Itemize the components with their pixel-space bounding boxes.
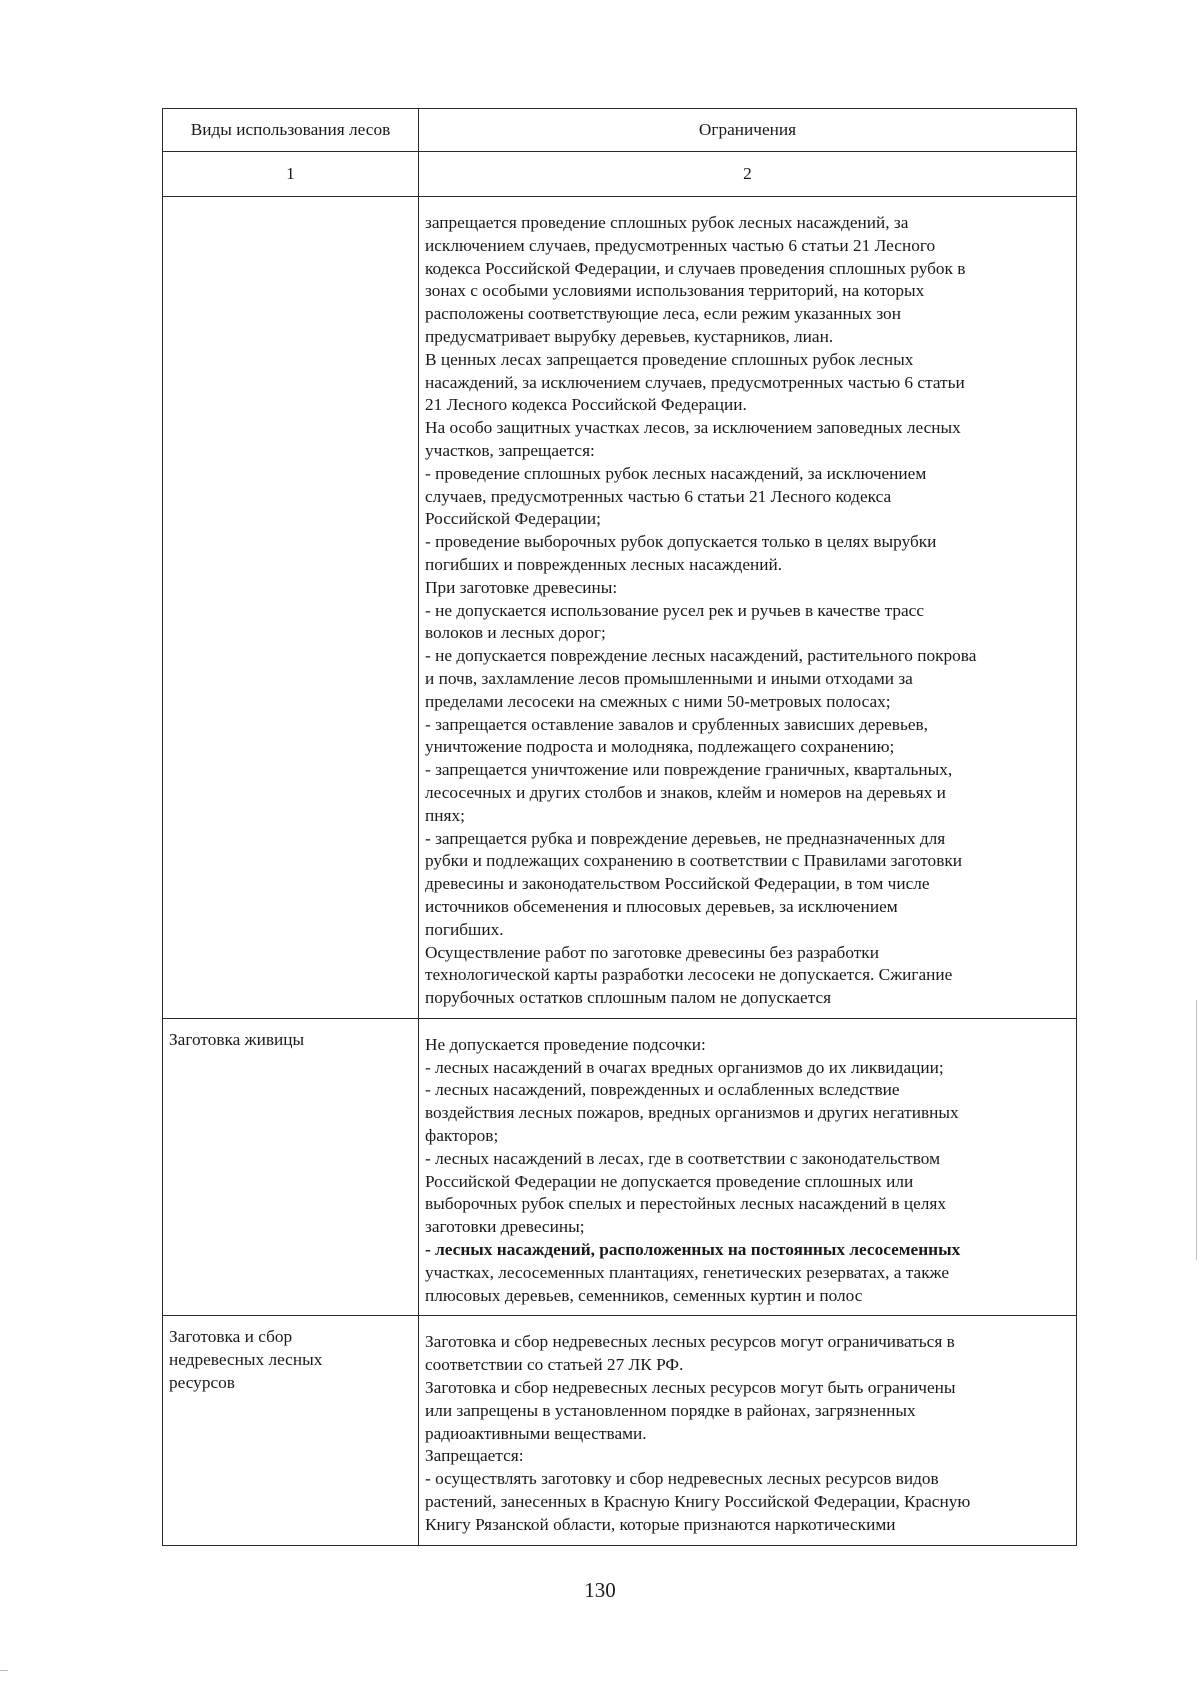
scan-edge-mark: [0, 1670, 8, 1671]
table-row: [163, 197, 1077, 1019]
text-line: запрещается проведение сплошных рубок лесных насаждений, за: [425, 213, 909, 232]
text-line: участков, запрещается:: [425, 440, 595, 460]
use-type-label: недревесных лесных: [169, 1350, 323, 1370]
text-line: - не допускается использование русел рек и ручьев в качестве трасс: [425, 600, 925, 620]
column-number-2: 2: [419, 152, 1077, 197]
text-line: погибших и поврежденных лесных насаждений.: [425, 554, 783, 574]
text-line: - запрещается оставление завалов и срубленных зависших деревьев,: [425, 714, 928, 734]
text-line: - проведение сплошных рубок лесных насаждений, за исключением: [425, 463, 927, 483]
text-line: - проведение выборочных рубок допускается только в целях вырубки: [425, 532, 937, 552]
row-3-use-type: [163, 1316, 419, 1545]
column-number-row: [163, 152, 1077, 197]
table-row: [163, 1018, 1077, 1316]
text-line: погибших.: [425, 919, 504, 939]
text-line: В ценных лесах запрещается проведение сплошных рубок лесных: [425, 349, 914, 369]
text-line: факторов;: [425, 1126, 499, 1146]
row-3-restrictions: [419, 1316, 1077, 1545]
table-header-row: [163, 109, 1077, 152]
text-line: древесины и законодательством Российской Федерации, в том числе: [425, 874, 930, 894]
text-line: источников обсеменения и плюсовых деревьев, за исключением: [425, 896, 898, 916]
text-line: расположены соответствующие леса, если режим указанных зон: [425, 304, 901, 324]
row-2-restrictions: [419, 1018, 1077, 1316]
text-line: пределами лесосеки на смежных с ними 50-метровых полосах;: [425, 691, 891, 711]
text-line: кодекса Российской Федерации, и случаев проведения сплошных рубок в: [425, 258, 966, 278]
text-line: Не допускается проведение подсочки:: [425, 1034, 706, 1054]
text-line: выборочных рубок спелых и перестойных лесных насаждений в целях: [425, 1194, 947, 1214]
text-line: радиоактивными веществами.: [425, 1423, 647, 1443]
text-line: уничтожение подроста и молодняка, подлежащего сохранению;: [425, 737, 895, 757]
text-line: участках, лесосеменных плантациях, генетических резерватах, а также: [425, 1262, 949, 1282]
text-line: исключением случаев, предусмотренных частью 6 статьи 21 Лесного: [425, 235, 936, 255]
column-number-1: 1: [163, 152, 419, 197]
header-restrictions: Ограничения: [419, 109, 1077, 152]
text-line: лесосечных и других столбов и знаков, клейм и номеров на деревьях и: [425, 782, 946, 802]
scan-edge-mark: [1196, 1000, 1197, 1260]
text-line: заготовки древесины;: [425, 1217, 585, 1237]
text-line: - не допускается повреждение лесных насаждений, растительного покрова: [425, 646, 977, 666]
text-line-bold: - лесных насаждений, расположенных на постоянных лесосеменных: [425, 1240, 961, 1260]
text-line: На особо защитных участках лесов, за исключением заповедных лесных: [425, 418, 961, 438]
text-line: - лесных насаждений в лесах, где в соответствии с законодательством: [425, 1148, 941, 1168]
use-type-label: Заготовка живицы: [169, 1029, 305, 1049]
text-line: плюсовых деревьев, семенников, семенных куртин и полос: [425, 1285, 863, 1305]
use-type-label: ресурсов: [169, 1373, 235, 1393]
text-line: Российской Федерации не допускается проведение сплошных или: [425, 1171, 914, 1191]
text-line: Книгу Рязанской области, которые признаются наркотическими: [425, 1514, 896, 1534]
text-line: Заготовка и сбор недревесных лесных ресурсов могут ограничиваться в: [425, 1332, 955, 1352]
text-line: рубки и подлежащих сохранению в соответствии с Правилами заготовки: [425, 851, 963, 871]
text-line: - лесных насаждений в очагах вредных организмов до их ликвидации;: [425, 1057, 944, 1077]
text-line: - осуществлять заготовку и сбор недревесных лесных ресурсов видов: [425, 1469, 939, 1489]
row-2-use-type: [163, 1018, 419, 1316]
text-line: зонах с особыми условиями использования территорий, на которых: [425, 281, 925, 301]
text-line: порубочных остатков сплошным палом не допускается: [425, 988, 832, 1008]
text-line: и почв, захламление лесов промышленными и иными отходами за: [425, 668, 913, 688]
text-line: Осуществление работ по заготовке древесины без разработки: [425, 942, 879, 962]
text-line: При заготовке древесины:: [425, 577, 618, 597]
text-line: насаждений, за исключением случаев, предусмотренных частью 6 статьи: [425, 372, 965, 392]
text-line: технологической карты разработки лесосеки не допускается. Сжигание: [425, 965, 953, 985]
text-line: Российской Федерации;: [425, 509, 601, 529]
row-1-restrictions: [419, 197, 1077, 1019]
text-line: или запрещены в установленном порядке в районах, загрязненных: [425, 1400, 916, 1420]
text-line: - запрещается рубка и повреждение деревьев, не предназначенных для: [425, 828, 946, 848]
text-line: - лесных насаждений, поврежденных и ослабленных вследствие: [425, 1080, 900, 1100]
text-line: растений, занесенных в Красную Книгу Российской Федерации, Красную: [425, 1492, 971, 1512]
restrictions-table: [162, 108, 1077, 1546]
text-line: - запрещается уничтожение или повреждение граничных, квартальных,: [425, 760, 953, 780]
text-line: Заготовка и сбор недревесных лесных ресурсов могут быть ограничены: [425, 1378, 956, 1398]
text-line: 21 Лесного кодекса Российской Федерации.: [425, 395, 747, 415]
use-type-label: Заготовка и сбор: [169, 1327, 293, 1347]
text-line: соответствии со статьей 27 ЛК РФ.: [425, 1355, 684, 1375]
table-row: [163, 1316, 1077, 1545]
text-line: пнях;: [425, 805, 465, 825]
page-number: [0, 1578, 1200, 1603]
text-line: Запрещается:: [425, 1446, 524, 1466]
text-line: воздействия лесных пожаров, вредных организмов и других негативных: [425, 1103, 959, 1123]
text-line: волоков и лесных дорог;: [425, 623, 606, 643]
row-1-use-type: [163, 197, 419, 1019]
text-line: предусматривает вырубку деревьев, кустарников, лиан.: [425, 326, 834, 346]
text-line: случаев, предусмотренных частью 6 статьи 21 Лесного кодекса: [425, 486, 892, 506]
page-number-text: 130: [584, 1578, 616, 1602]
header-forest-use-types: Виды использования лесов: [163, 109, 419, 152]
